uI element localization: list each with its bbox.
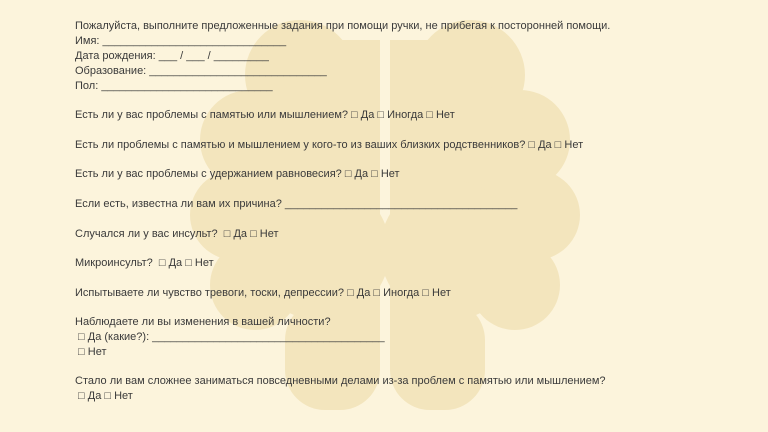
question-microstroke[interactable]: Микроинсульт? □ Да □ Нет [75,257,214,269]
question-relatives[interactable]: Есть ли проблемы с памятью и мышлением у кого-то из ваших близких родственников? □ Да □ Нет [75,139,584,151]
personality-yes-option[interactable]: □ Да (какие?): ______________________________________ [75,331,385,343]
education-field[interactable]: Образование: _____________________________ [75,65,327,77]
name-field[interactable]: Имя: ______________________________ [75,35,287,47]
question-personality: Наблюдаете ли вы изменения в вашей личности? [75,316,331,328]
question-daily-activities: Стало ли вам сложнее заниматься повседневными делами из-за проблем с памятью или мышлением? [75,375,606,387]
question-memory[interactable]: Есть ли у вас проблемы с памятью или мышлением? □ Да □ Иногда □ Нет [75,109,455,121]
daily-activities-options[interactable]: □ Да □ Нет [75,390,133,402]
question-stroke[interactable]: Случался ли у вас инсульт? □ Да □ Нет [75,228,279,240]
birth-date-field[interactable]: Дата рождения: ___ / ___ / _________ [75,50,269,62]
question-anxiety[interactable]: Испытываете ли чувство тревоги, тоски, депрессии? □ Да □ Иногда □ Нет [75,287,451,299]
sex-field[interactable]: Пол: ____________________________ [75,80,273,92]
personality-no-option[interactable]: □ Нет [75,346,107,358]
question-balance-cause[interactable]: Если есть, известна ли вам их причина? ______________________________________ [75,198,518,210]
question-balance[interactable]: Есть ли у вас проблемы с удержанием равновесия? □ Да □ Нет [75,168,400,180]
intro-text: Пожалуйста, выполните предложенные задания при помощи ручки, не прибегая к посторонней помощи. [75,20,611,32]
